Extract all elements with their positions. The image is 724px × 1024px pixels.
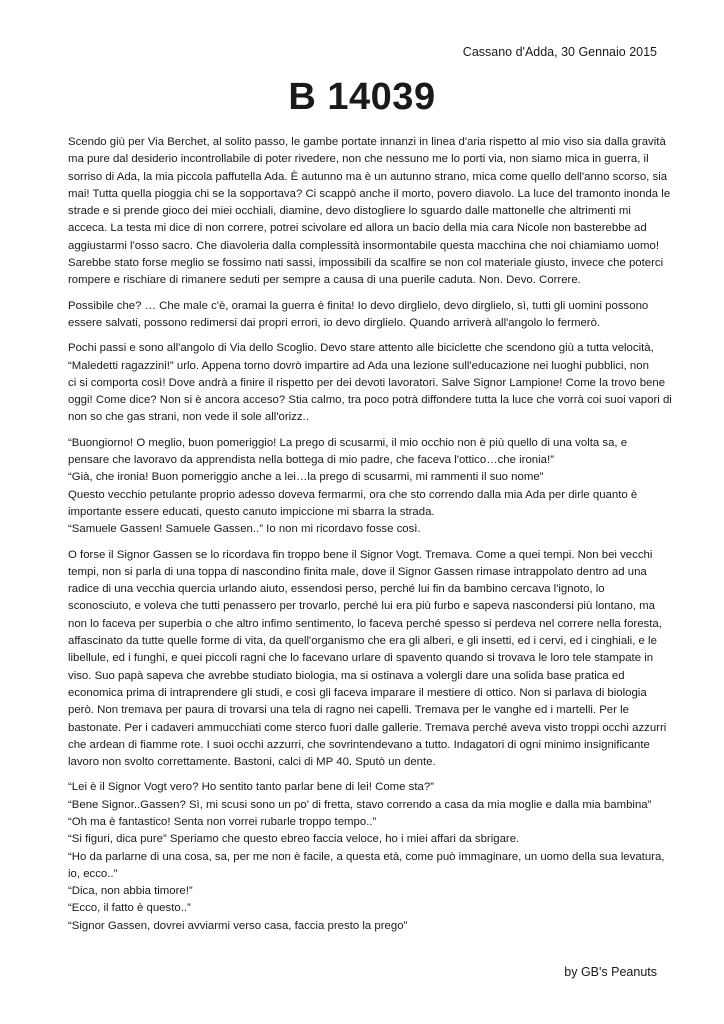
- text-line: essere salvati, possono redimersi dai propri errori, io devo dirglielo. Quando arriverà all'angolo lo fermerò.: [68, 316, 601, 329]
- text-line: ci si comporta così! Dove andrà a finire il rispetto per dei devoti lavoratori. Salve Signor Lampione! Come la trovo bene: [68, 376, 666, 389]
- text-line: “Oh ma è fantastico! Senta non vorrei rubarle troppo tempo..”: [68, 815, 377, 828]
- text-line: “Signor Gassen, dovrei avviarmi verso casa, faccia presto la prego”: [68, 919, 408, 932]
- text-line: libellule, ed i funghi, e quei piccoli ragni che lo facevano urlare di spavento quando si trovava le loro tele stampate in: [68, 652, 654, 665]
- text-line: radice di una vecchia quercia urlando aiuto, essendosi perso, perché lui fin da bambino cercava l'ignoto, lo: [68, 583, 605, 596]
- text-line: importante essere educati, questo canuto impiccione mi sbarra la strada.: [68, 505, 435, 518]
- text-line: Pochi passi e sono all'angolo di Via dello Scoglio. Devo stare attento alle biciclette che scendono giù a tutta velocità,: [68, 342, 654, 355]
- story-body: [68, 134, 672, 943]
- paragraph: [68, 435, 658, 539]
- text-line: Questo vecchio petulante proprio adesso doveva fermarmi, ora che sto correndo dalla mia Ada per dirle quanto è: [68, 488, 638, 501]
- text-line: mai! Tutta quella pioggia chi se la sopportava? Ci scappò anche il morto, povero diavolo. La luce del tramonto inonda le: [68, 187, 671, 200]
- dateline: Cassano d'Adda, 30 Gennaio 2015: [462, 45, 657, 59]
- text-line: acceca. La testa mi dice di non correre, potrei scivolare ed allora un bacio della mia cara Nicole non basterebbe ad: [68, 222, 647, 235]
- text-line: non so che gas strani, non vede il sole all'orizz..: [68, 411, 309, 424]
- text-line: Possibile che? … Che male c'è, oramai la guerra è finita! Io devo dirglielo, devo dirglielo, sì, tutti gli uomini possono: [68, 299, 649, 312]
- text-line: affascinato da tutte quelle forme di vita, da quell'organismo che era gli alberi, e gli insetti, ed i cervi, ed i cinghiali, e le: [68, 635, 657, 648]
- text-line: Scendo giù per Via Berchet, al solito passo, le gambe portate innanzi in linea d'aria rispetto al mio viso sia dalla gravità: [68, 136, 666, 148]
- text-line: “Maledetti ragazzini!” urlo. Appena torno dovrò impartire ad Ada una lezione sull'educazione nei luoghi pubblici, non: [68, 359, 649, 372]
- text-line: non lo faceva per superbia o che altro infimo sentimento, lo faceva perché spesso si perdeva nel correre nella foresta,: [68, 617, 662, 630]
- text-line: bastonate. Per i cadaveri ammucchiati come sterco fuori dalle gallerie. Tremava perché aveva visto troppi occhi azzurri: [68, 721, 667, 734]
- paragraph: [68, 547, 667, 772]
- text-line: “Buongiorno! O meglio, buon pomeriggio! La prego di scusarmi, il mio occhio non è più quello di una volta sa, e: [68, 436, 628, 449]
- text-line: “Samuele Gassen! Samuele Gassen..” Io non mi ricordavo fosse così.: [68, 523, 421, 536]
- text-line: “Già, che ironia! Buon pomeriggio anche a lei…la prego di scusarmi, mi rammenti il suo nome”: [68, 471, 544, 484]
- text-line: “Dica, non abbia timore!”: [68, 885, 193, 898]
- text-line: oggi! Come dice? Non si è ancora acceso? Stia calmo, tra poco potrà diffondere tutta la luce che vorrà coi suoi vapori di: [68, 394, 672, 407]
- text-line: sorriso di Ada, la mia piccola paffutella Ada. È autunno ma è un autunno strano, mica come quello dell'anno scorso, sia: [68, 170, 668, 183]
- text-line: che ardean di fiamme rote. I suoi occhi azzurri, che sovrintendevano a tutto. Indagatori di ogni minimo insignificante: [68, 738, 650, 751]
- paragraph: [68, 134, 671, 290]
- text-line: lavoro non svolto correttamente. Bastoni, calci di MP 40. Sputò un dente.: [68, 756, 436, 769]
- text-line: “Bene Signor..Gassen? Sì, mi scusi sono un po' di fretta, stavo correndo a casa da mia moglie e dalla mia bambina”: [68, 798, 652, 811]
- text-line: aggiustarmi l'osso sacro. Che diavoleria dalla complessità insormontabile questa macchina che noi chiamiamo uomo!: [68, 239, 659, 252]
- text-line: pensare che lavoravo da apprendista nella bottega di mio padre, che faceva l'ottico…che ironia!”: [68, 454, 554, 467]
- text-line: “Lei è il Signor Vogt vero? Ho sentito tanto parlar bene di lei! Come sta?”: [68, 781, 434, 794]
- text-line: ma pure dal desiderio incontrollabile di poter rivedere, non che nessuno me lo porti via, non siamo mica in guerra, il: [68, 153, 649, 166]
- text-line: tempi, non si parla di una toppa di nascondino finita male, dove il Signor Gassen rimase intrappolato dentro ad una: [68, 565, 647, 578]
- text-line: Sarebbe stato forse meglio se fossimo nati sassi, impossibili da scalfire se non col materiale giusto, invece che poterci: [68, 257, 664, 270]
- text-line: “Ho da parlarne di una cosa, sa, per me non è facile, a questa età, come può immaginare, un uomo della sua levatura,: [68, 850, 665, 863]
- text-line: però. Non tremava per paura di trovarsi una tela di ragno nei capelli. Tremava per le vanghe ed i martelli. Per le: [68, 704, 629, 717]
- text-line: “Si figuri, dica pure” Speriamo che questo ebreo faccia veloce, ho i miei affari da sbrigare.: [68, 833, 520, 846]
- text-line: sconosciuto, e voleva che tutti penassero per trovarlo, perché lui era più furbo e sapeva nascondersi più lontano, ma: [68, 600, 655, 613]
- text-line: O forse il Signor Gassen se lo ricordava fin troppo bene il Signor Vogt. Tremava. Come a quei tempi. Non bei vecchi: [68, 548, 653, 561]
- text-line: strade e si prende gioco dei miei occhiali, diamine, devo distogliere lo sguardo dalle mattonelle che altrimenti mi: [68, 205, 631, 218]
- text-line: io, ecco..”: [68, 867, 118, 880]
- paragraph: [68, 340, 672, 426]
- document-title: B 14039: [288, 76, 436, 118]
- paragraph: [68, 779, 665, 935]
- author-signature: by GB's Peanuts: [564, 965, 657, 979]
- paragraph: [68, 298, 658, 333]
- text-line: rompere e rischiare di rimanere seduti per sempre a causa di una puerile caduta. Non. Devo. Correre.: [68, 274, 581, 287]
- text-line: “Ecco, il fatto è questo..”: [68, 902, 191, 915]
- text-line: economica prima di intraprendere gli studi, e così gli faceva imparare il mestiere di ottico. Non si parlava di biologia: [68, 686, 647, 699]
- text-line: viso. Suo papà sapeva che avrebbe studiato biologia, ma si ostinava a volergli dare una solida base pratica ed: [68, 669, 625, 682]
